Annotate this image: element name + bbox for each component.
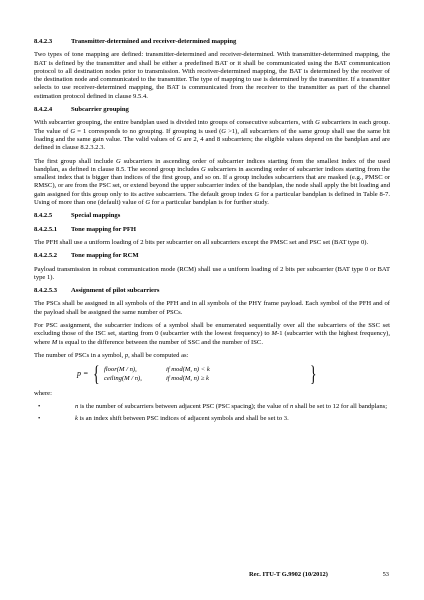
formula [34,363,390,385]
formula-case: floor(M / n), if mod(M, n) < k [103,366,210,374]
list-item: • n is the number of subcarriers between adjacent PSC (PSC spacing); the value of n shall be set to 12 for all bandplans; [38,402,388,410]
where-label: where: [34,390,52,398]
section-title: Assignment of pilot subcarriers [71,287,160,295]
section-heading [34,252,390,260]
section-heading [34,106,390,114]
section-title: Subcarrier grouping [71,106,129,114]
list-item: • k is an index shift between PSC indices of adjacent symbols and shall be set to 3. [38,414,289,422]
section-number: 8.4.2.3 [34,38,53,45]
right-brace: } [309,361,317,387]
section-title: Special mappings [71,212,121,220]
section-number: 8.4.2.5.3 [34,287,58,295]
definition-list [34,403,390,424]
section-number: 8.4.2.5.1 [34,225,58,233]
paragraph: Two types of tone mapping are defined: transmitter-determined and receiver-determined. With transmitter-determined mapping, the BAT is defined by the transmitter and shall be either a predefined BAT or it shall be communicated using the BAT communication protocol to all destination nodes prior to transmission. With receiver-determined mapping, the BAT is determined by the receiver of the destination node and communicated to the transmitter. The type of mapping to use is determined by the transmitter. If a transmitter selects to use receiver-determined mapping, the BAT is communicated from the receiver to the transmitter as part of the channel estimation protocol defined in clause 9.5.4. [34,51,390,100]
paragraph: The number of PSCs in a symbol, p, shall be computed as: [34,351,189,359]
section-heading [34,212,390,220]
section-number: 8.4.2.4 [34,106,53,114]
section-number: 8.4.2.5.2 [34,252,58,260]
page-footer [249,571,389,579]
section-title: Tone mapping for RCM [71,252,139,260]
document-page [34,38,390,427]
formula-case: ceiling(M / n), if mod(M, n) ≥ k [103,375,209,383]
section-title: Tone mapping for PFH [71,225,137,233]
footer-recommendation: Rec. ITU-T G.9902 (10/2012) [249,571,328,578]
left-brace: { [93,361,100,387]
paragraph: With subcarrier grouping, the entire bandplan used is divided into groups of consecutive subcarriers, with G subcarriers in each group. The value of G = 1 corresponds to no grouping. If grouping is used (G >1), all subcarriers of the same group shall use the same bit loading and the same gain value. The valid values of G are 2, 4 and 8 subcarriers; the eligible values depend on the bandplan and are defined in clause 8.2.3.2.3. [34,119,390,152]
section-heading [34,226,390,234]
page-number: 53 [382,571,389,578]
section-number: 8.4.2.5 [34,212,53,220]
paragraph: The PSCs shall be assigned in all symbols of the PFH and in all symbols of the PHY frame payload. Each symbol of the PFH and of the payload shall be assigned the same number of PSCs. [34,300,390,316]
section-heading [34,287,390,295]
section-title: Transmitter-determined and receiver-determined mapping [71,38,237,45]
formula-lhs: p = [77,369,89,379]
paragraph: The PFH shall use a uniform loading of 2 bits per subcarrier on all subcarriers except the PMSC set and PSC set (BAT type 0). [34,238,369,246]
paragraph: Payload transmission in robust communication mode (RCM) shall use a uniform loading of 2 bits per subcarrier (BAT type 0 or BAT type 1). [34,265,390,281]
formula-cases [104,365,210,383]
paragraph: For PSC assignment, the subcarrier indices of a symbol shall be enumerated sequentially over all the subcarriers of the SSC set excluding those of the ISC set, starting from 0 (subcarrier with the lowest frequency) to M-1 (subcarrier with the highest frequency), where M is equal to the difference between the number of SSC and the number of ISC. [34,322,390,346]
paragraph: The first group shall include G subcarriers in ascending order of subcarrier indices starting from the smallest index of the used bandplan, as defined in clause 8.5. The second group includes G subcarriers in ascending order of subcarrier indices starting from the smallest index that is bigger than indices of the first group, and so on. If a group includes subcarriers that are masked (e.g., PMSC or RMSC), or are from the PSC set, or extend beyond the upper subcarrier index of the bandplan, the node shall apply the bit loading and gain assigned for this group only to its active subcarriers. The default group index G for a particular bandplan is defined in Table 8-7. Using of more than one (default) value of G for a particular bandplan is for further study. [34,157,390,207]
section-heading [34,38,390,46]
